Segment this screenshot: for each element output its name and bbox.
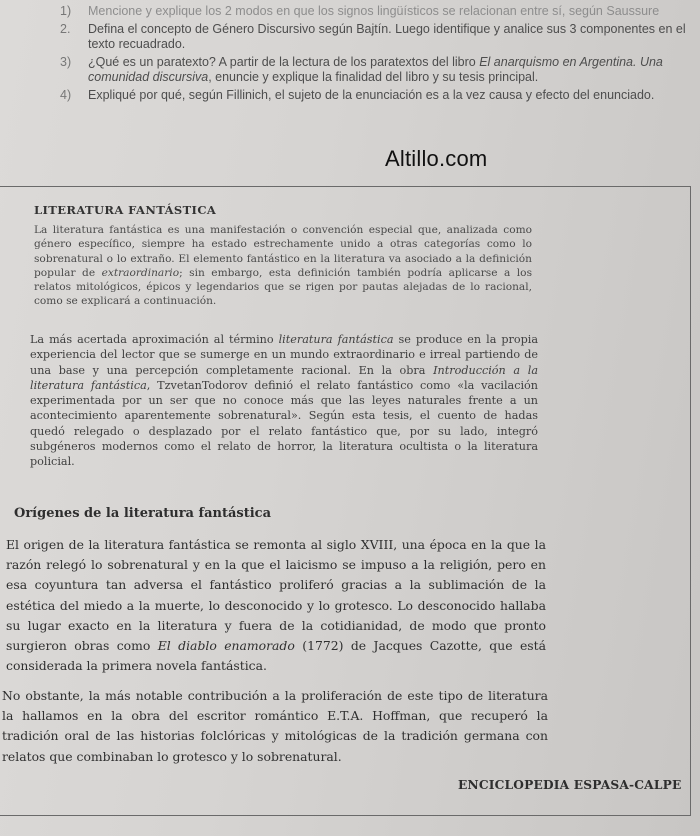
question-text-part: , enuncie y explique la finalidad del libro y su tesis principal. [208, 70, 539, 84]
watermark: Altillo.com [385, 146, 488, 171]
question-text [88, 55, 690, 86]
paragraph-text: El origen de la literatura fantástica se remonta al siglo XVIII, una época en la que la razón relegó lo sobrenatural y en la que el laicismo se impuso a la religión, pero en esa coyuntura tan adversa el fantástico proliferó gracias a la sublimación de la estética del miedo a la muerte, lo desconocido y lo grotesco. Lo desconocido hallaba su lugar exacto en la literatura y fuera de la cotidianidad, de modo que pronto surgieron obras como [6, 537, 546, 654]
question-text: Mencione y explique los 2 modos en que los signos lingüísticos se relacionan entre sí, según Saussure [88, 4, 660, 18]
article-subtitle: Orígenes de la literatura fantástica [14, 506, 271, 521]
question-list [60, 4, 690, 105]
question-text-part: ¿Qué es un paratexto? A partir de la lectura de los paratextos del libro [88, 54, 480, 69]
question-3 [60, 55, 690, 86]
question-4 [60, 88, 690, 104]
emphasis-text: literatura fantástica [278, 333, 394, 346]
book-title: Introducción a la literatura fantástica [30, 363, 538, 392]
question-text: Expliqué por qué, según Fillinich, el sujeto de la enunciación es a la vez causa y efecto del enunciado. [88, 87, 655, 102]
paragraph-text: , TzvetanTodorov definió el relato fantástico como «la vacilación experimentada por un ser que no conoce más que las leyes naturales frente a un acontecimiento aparentemente sobrenatural». Según esta tesis, el cuento de hadas quedó relegado o desplazado por el relato fantástico que, por su lado, integró subgéneros modernos como el relato de horror, la literatura ocultista o la literatura policial. [30, 378, 539, 469]
article-paragraph-4: No obstante, la más notable contribución a la proliferación de este tipo de literatura la hallamos en la obra del escritor romántico E.T.A. Hoffman, que recuperó la tradición oral de las historias folclóricas y mitológicas de la tradición germana con relatos que combinaban lo grotesco y lo sobrenatural. [2, 688, 548, 764]
question-1 [60, 4, 690, 20]
paragraph-text: La más acertada aproximación al término [30, 333, 279, 346]
question-2 [60, 22, 690, 53]
article-source: ENCICLOPEDIA ESPASA-CALPE [458, 778, 682, 792]
paragraph-text: La literatura fantástica es una manifestación o convención especial que, analizada como género específico, siempre ha estado estrechamente unido a otras categorías como lo sobrenatural o lo extraño. El elemento fantástico en la literatura va asociado a la definición popular de [34, 224, 532, 279]
question-number: 3) [60, 54, 72, 69]
book-title: El anarquismo en Argentina. Una comunidad discursiva [88, 54, 663, 84]
article-paragraph-1 [34, 223, 532, 309]
article-paragraph-3 [6, 535, 546, 676]
article-title: LITERATURA FANTÁSTICA [34, 203, 217, 217]
paragraph-text: se produce en la propia experiencia del lector que se sumerge en un mundo extraordinario e irreal partiendo de una base y una percepción completamente racional. En la obra [30, 333, 538, 377]
question-number: 4) [60, 87, 72, 102]
paragraph-text: (1772) de Jacques Cazotte, que está considerada la primera novela fantástica. [6, 638, 547, 674]
paragraph-text: ; sin embargo, esta definición también podría aplicarse a los relatos mitológicos, épicos y legendarios que se rigen por pautas alejadas de lo racional, como se explicará a continuación. [34, 266, 532, 308]
question-number: 2. [60, 21, 71, 36]
question-text: Defina el concepto de Género Discursivo según Bajtín. Luego identifique y analice sus 3 componentes en el texto recuadrado. [88, 21, 686, 51]
emphasis-text: extraordinario [101, 266, 180, 279]
article-paragraph-2 [30, 332, 538, 470]
book-title: El diablo enamorado [157, 638, 295, 654]
question-number: 1) [60, 4, 72, 18]
